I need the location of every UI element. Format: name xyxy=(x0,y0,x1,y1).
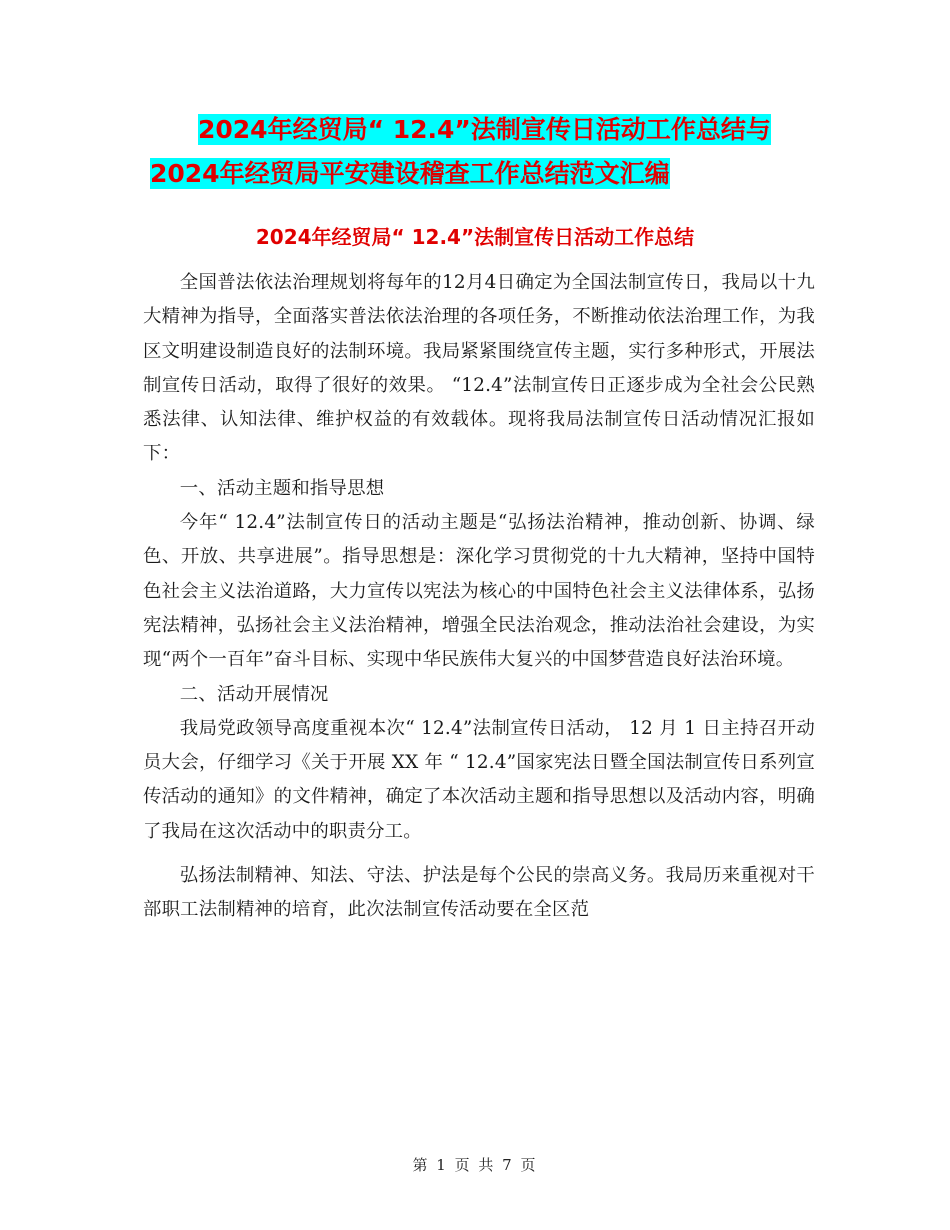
title-line-1 xyxy=(150,108,830,152)
paragraph-activities: 我局党政领导高度重视本次“ 12.4”法制宣传日活动， 12 月 1 日主持召开动员大会，仔细学习《关于开展 XX 年 “ 12.4”国家宪法日暨全国法制宣传日系列宣传活动的通知》的文件精神，确定了本次活动主题和指导思想以及活动内容，明确了我局在这次活动中的职责分工。 xyxy=(143,717,815,842)
title-line-1-text: 2024年经贸局“ 12.4”法制宣传日活动工作总结与 xyxy=(198,115,771,144)
page-number: 第 1 页 共 7 页 xyxy=(412,1156,538,1174)
title-line-2 xyxy=(150,152,830,196)
paragraph-intro: 全国普法依法治理规划将每年的12月4日确定为全国法制宣传日，我局以十九大精神为指导，全面落实普法依法治理的各项任务，不断推动依法治理工作，为我区文明建设制造良好的法制环境。我局紧紧围绕宣传主题，实行多种形式，开展法制宣传日活动，取得了很好的效果。 “12.4”法制宣传日正逐步成为全社会公民熟悉法律、认知法律、维护权益的有效载体。现将我局法制宣传日活动情况汇报如下： xyxy=(143,272,815,465)
title-line-2-text: 2024年经贸局平安建设稽查工作总结范文汇编 xyxy=(150,159,670,188)
paragraph-legal-spirit: 弘扬法制精神、知法、守法、护法是每个公民的崇高义务。我局历来重视对干部职工法制精神的培育，此次法制宣传活动要在全区范 xyxy=(143,865,815,921)
document-body xyxy=(143,266,815,928)
section-title: 2024年经贸局“ 12.4”法制宣传日活动工作总结 xyxy=(255,225,695,249)
document-title xyxy=(150,108,830,196)
heading-theme: 一、活动主题和指导思想 xyxy=(179,477,385,499)
heading-activities: 二、活动开展情况 xyxy=(179,683,329,705)
paragraph-theme: 今年“ 12.4”法制宣传日的活动主题是“弘扬法治精神，推动创新、协调、绿色、开放、共享进展”。指导思想是：深化学习贯彻党的十九大精神，坚持中国特色社会主义法治道路，大力宣传以宪法为核心的中国特色社会主义法律体系，弘扬宪法精神，弘扬社会主义法治精神，增强全民法治观念，推动法治社会建设，为实现“两个一百年”奋斗目标、实现中华民族伟大复兴的中国梦营造良好法治环境。 xyxy=(143,512,815,671)
